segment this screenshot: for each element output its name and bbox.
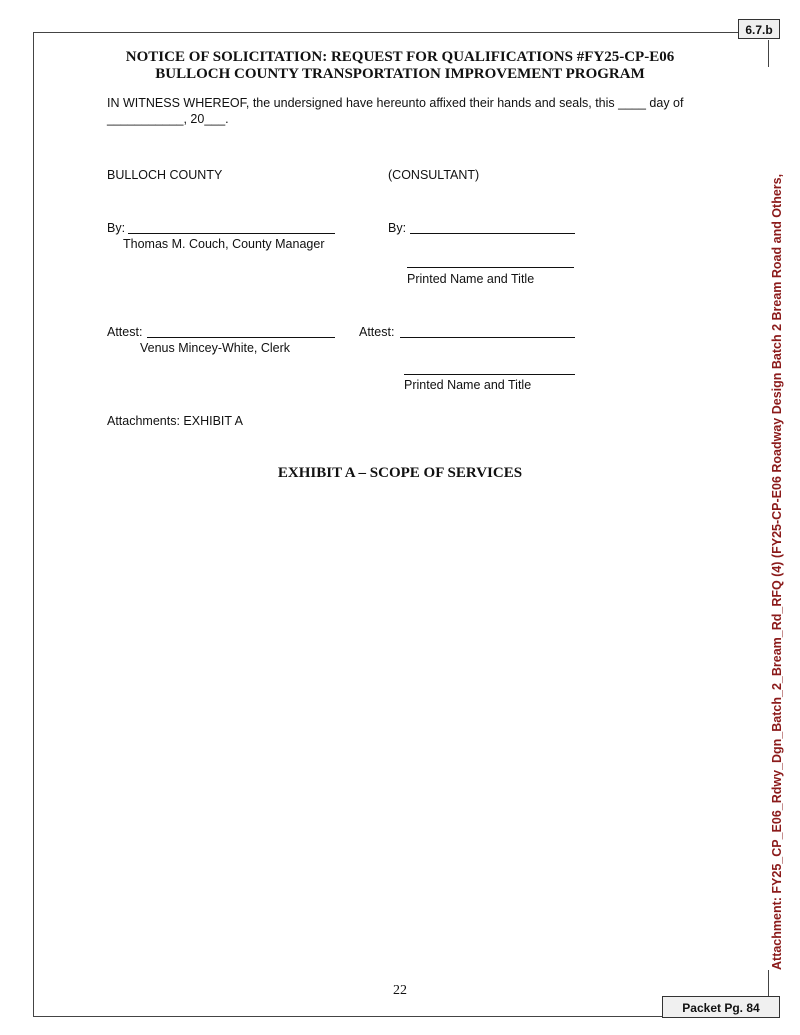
consultant-attest-printed-name-line <box>404 374 575 375</box>
witness-paragraph: IN WITNESS WHEREOF, the undersigned have hereunto affixed their hands and seals, this ____ day of ___________, 20___. <box>107 96 684 126</box>
clerk-signature-line <box>147 337 335 338</box>
program-title: BULLOCH COUNTY TRANSPORTATION IMPROVEMENT PROGRAM <box>155 66 645 82</box>
by-label-consultant: By: <box>388 221 407 235</box>
attest-label-county: Attest: <box>107 325 143 339</box>
page-number: 22 <box>393 983 407 998</box>
party-consultant: (CONSULTANT) <box>388 168 480 182</box>
by-label-county: By: <box>107 221 126 235</box>
consultant-printed-name-line <box>407 267 574 268</box>
consultant-signature-line <box>410 233 575 234</box>
attachment-sidebar-label: Attachment: FY25_CP_E06_Rdwy_Dgn_Batch_2_Bream_Rd_RFQ (4) (FY25-CP-E06 Roadway Design Batch 2 Bream Road and Others, <box>770 173 784 970</box>
consultant-attest-signature-line <box>400 337 575 338</box>
frame-right-bottom-line <box>768 970 769 997</box>
clerk-name: Venus Mincey-White, Clerk <box>140 341 291 355</box>
exhibit-heading: EXHIBIT A – SCOPE OF SERVICES <box>277 465 523 481</box>
county-manager-signature-line <box>128 233 335 234</box>
printed-name-title-1: Printed Name and Title <box>407 272 535 286</box>
party-county: BULLOCH COUNTY <box>107 168 223 182</box>
frame-right-top-line <box>768 40 769 67</box>
agenda-item-tab: 6.7.b <box>738 19 780 39</box>
county-manager-name: Thomas M. Couch, County Manager <box>123 237 325 251</box>
packet-page-tab: Packet Pg. 84 <box>662 996 780 1018</box>
attest-label-consultant: Attest: <box>359 325 395 339</box>
printed-name-title-2: Printed Name and Title <box>404 378 532 392</box>
solicitation-title: NOTICE OF SOLICITATION: REQUEST FOR QUALIFICATIONS #FY25-CP-E06 <box>125 49 675 65</box>
attachments-line: Attachments: EXHIBIT A <box>107 414 243 428</box>
